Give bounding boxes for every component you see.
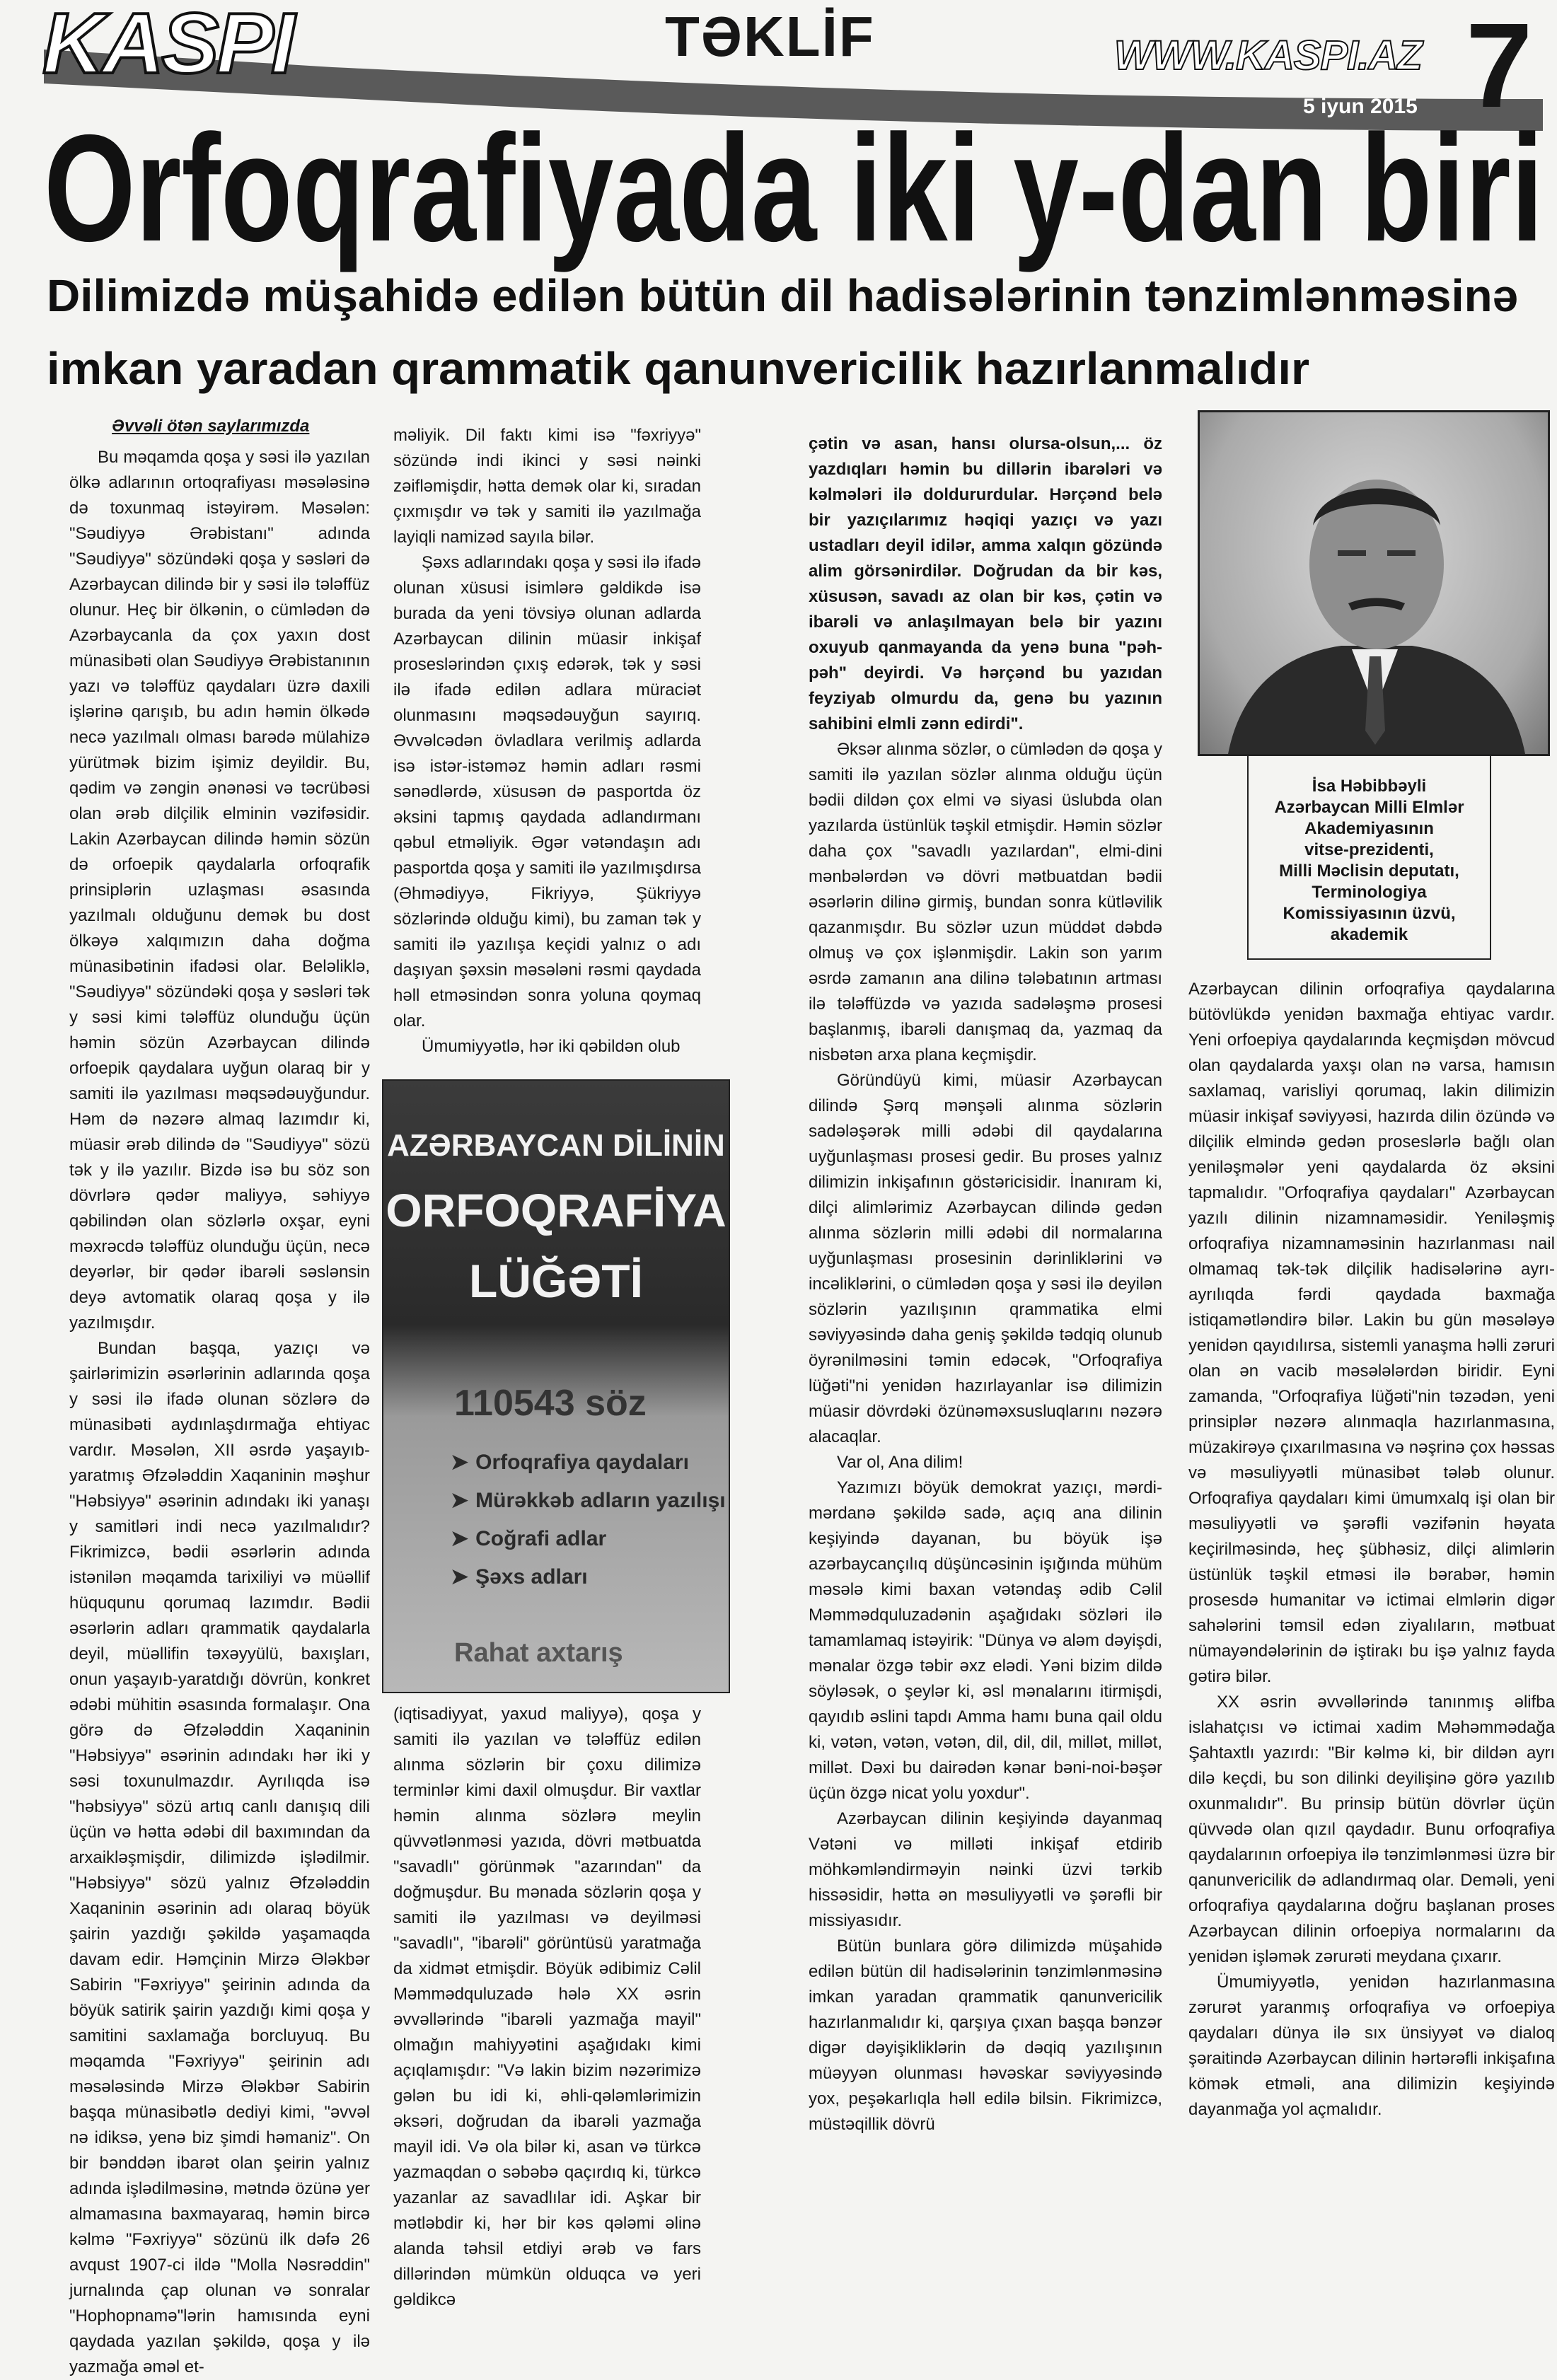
book-word-count: 110543 söz	[454, 1383, 647, 1424]
paragraph: Şəxs adlarındakı qoşa y səsi ilə ifadə olunan xüsusi isimlərə gəldikdə isə burada da yeni tövsiyə olunan adlarda Azərbaycan dilinin müasir inkişaf proseslərindən çıxış edərək, tək y səsi ilə ifadə edilən adlara müraciət olunmasını məqsədəuyğun sayırıq. Əvvəlcədən övladlara verilmiş adlarda isə istər-istəməz həmin adları rəsmi sənədlərdə, xüsusən də pasportda öz əksini tapmış qaydada adlandırmanı qəbul etməliyik. Əgər vətəndaşın adı pasportda qoşa y samiti ilə yazılmışdırsa (Əhmədiyyə, Fikriyyə, Şükriyyə sözlərində olduğu kimi), bu zaman tək y samiti ilə yazılışa keçidi yalnız o adı daşıyan şəxsin məsələni rəsmi qaydada həll etməsindən sonra yoluna qoymaq olar.	[393, 553, 701, 1031]
article-column-4	[1188, 410, 1555, 2123]
website-link[interactable]: WWW.KASPI.AZ	[1114, 33, 1422, 79]
paragraph: Bu məqamda qoşa y səsi ilə yazılan ölkə adlarının ortoqrafiyası məsələsinə də toxunmaq istəyirəm. Məsələn: "Səudiyyə Ərəbistanı" adında "Səudiyyə" sözündəki qoşa y səsləri də Azərbaycan dilində bir y səsi ilə tələffüz olunur. Heç bir ölkənin, o cümlədən də Azərbaycanla da çox yaxın dost münasibəti olan Səudiyyə Ərəbistanının yazı və tələffüz qaydaları üzrə daxili işlərinə qarışıb, bu adın həmin ölkədə necə yazılmalı olması barədə mülahizə yürütmək bizim işimiz deyildir. Bu, qədim və zəngin ənənəsi və təcrübəsi olan ərəb dilçilik elminin vəzifəsidir. Lakin Azərbaycan dilində həmin sözün də orfoepik qaydalarla orfoqrafik prinsiplərin uzlaşması əsasında yazılmalı olduğunu demək bu dost ölkəyə xalqımızın daha doğma münasibətinin ifadəsi olar. Beləliklə, "Səudiyyə" sözündəki qoşa y səsləri tək y səsi kimi tələffüz olunduğu üçün həmin sözün Azərbaycan dilində orfoepik qaydalara uyğun olaraq bir y samiti ilə yazılması məqsədəuyğundur. Həm də nəzərə almaq lazımdır ki, müasir ərəb dilində də "Səudiyyə" sözü tək y ilə yazılır. Bizdə isə bu söz son dövrlərə qədər maliyyə, səhiyyə qəbilindən olan sözlərlə oxşar, eyni məxrəcdə tələffüz olunduğu üçün, necə deyərlər, bir qədər ibarəli səslənsin deyə avtomatik olaraq qoşa y ilə yazılmışdır.	[69, 448, 370, 1333]
paragraph: XX əsrin əvvəllərində tanınmış əlifba islahatçısı və ictimai xadim Məhəmmədağa Şahtaxtlı yazırdı: "Bir kəlmə ki, bir dildən ayrı dilə keçdi, bu son dilinki deyilişinə görə yazılıb oxunmalıdır". Bu prinsip bütün dövrlər üçün qüvvədə olan qızıl qaydadır. Bunu orfoqrafiya qaydalarının orfoepiya ilə tənzimlənməsi üzrə bir qanunvericilik də adlandırmaq olar. Deməli, yeni orfoqrafiya qaydalarına doğru başlanan proses Azərbaycan dilinin orfoepiya normalarını da yenidən işləmək zərurəti meydana çıxarır.	[1188, 1693, 1555, 1966]
book-feature	[451, 1563, 726, 1591]
paragraph: Azərbaycan dilinin orfoqrafiya qaydalarına bütövlükdə yenidən baxmağa ehtiyac vardır. Yeni orfoepiya qaydalarında keçmişdən mövcud olan qaydalarda yaxşı olan nə varsa, hamısın saxlamaq, varisliyi qorumaq, lakin dilimizin müasir inkişaf səviyyəsi, hazırda dilin özündə və dilçilik elmində gedən proseslərlə bağlı olan yeniləşmələr yeni qaydalarda öz əksini tapmalıdır. "Orfoqrafiya qaydaları" Azərbaycan yazılı dilinin nizamnaməsidir. Yeniləşmiş orfoqrafiya nizamnaməsinin hazırlanması nail olmamaq tək-tək dilçilik hadisələrinə ayrı-ayrılıqda fərdi qaydada baxmağa istiqamətləndirə bilər. Lakin bu gün məsələyə yenidən qayıdılırsa, sistemli yanaşma həlli zəruri olan ən vacib məsələlərdən biridir. Eyni zamanda, "Orfoqrafiya lüğəti"nin təzədən, yeni prinsiplər nəzərə alınmaqla hazırlanmasına, müzakirəyə çıxarılmasına və nəşrinə çox həssas və məsuliyyətli münasibət tələb olunur. Orfoqrafiya qaydaları kimi ümumxalq işi olan bir məsuliyyətli və şərəfli vəzifənin həyata keçirilməsində, heç şübhəsiz, dilçi alimlərin üstünlük təşkil etməsi ilə bərabər, həmin prosesdə humanitar və ictimai elmlərin digər sahələrini təmsil edən ziyalıların, mətbuat nümayəndələrinin də iştirakı bu işə yalnız fayda gətirə bilər.	[1188, 980, 1555, 1686]
book-feature-list	[451, 1449, 726, 1601]
page-number: 7	[1466, 0, 1533, 133]
book-title-line-3: LÜĞƏTİ	[469, 1255, 643, 1307]
author-title-line: Akademiyasının	[1304, 819, 1434, 838]
feature-label: Mürəkkəb adların yazılışı	[475, 1489, 726, 1512]
author-title-line: Komissiyasının üzvü,	[1283, 904, 1456, 923]
author-title-line: Terminologiya	[1312, 883, 1427, 902]
author-title-line: vitse-prezidenti,	[1304, 840, 1434, 859]
author-name: İsa Həbibbəyli	[1312, 777, 1427, 796]
author-title-line: akademik	[1330, 925, 1408, 944]
arrow-icon: ➤	[451, 1527, 469, 1550]
book-feature	[451, 1449, 726, 1477]
paragraph: Var ol, Ana dilim!	[837, 1453, 963, 1472]
arrow-icon: ➤	[451, 1489, 469, 1512]
headline: Orfoqrafiyada iki y-dan biri	[44, 106, 1544, 273]
arrow-icon: ➤	[451, 1565, 469, 1589]
feature-label: Orfoqrafiya qaydaları	[475, 1451, 689, 1474]
headline-block	[0, 106, 1557, 403]
paragraph: Ümumiyyətlə, yenidən hazırlanmasına zərurət yaranmış orfoqrafiya və orfoepiya qaydaları dünya ilə sıx ünsiyyət və dialoq şəraitində Azərbaycan dilinin hərtərəfli inkişafına kömək etməli, ana dilimizin keşiyində dayanmağa yol açmalıdır.	[1188, 1973, 1555, 2119]
paragraph: Ümumiyyətlə, hər iki qəbildən olub	[422, 1037, 681, 1056]
portrait-image	[1200, 412, 1548, 754]
book-feature	[451, 1487, 726, 1515]
author-title-line: Azərbaycan Milli Elmlər	[1274, 798, 1464, 817]
section-title: TƏKLİF	[665, 5, 875, 68]
paragraph: Yazımızı böyük demokrat yazıçı, mərdi-mərdanə şəkildə sadə, açıq ana dilinin keşiyində dayanan, bu böyük işə azərbaycançılıq düşüncəsinin işığında mühüm məsələ kimi baxan vətəndaş ədib Cəlil Məmmədquluzadənin aşağıdakı sözləri ilə tamamlamaq istəyirik: "Dünya və aləm dəyişdi, mənalar özgə təbir əxz elədi. Yəni bizim dildə söyləsək, o şeylər ki, əsl mənalarını itirmişdi, qayıdıb əslini tapdı Amma hamı buna qail oldu ki, vətən, vətən, vətən, dil, dil, dil, millət, millət, millət. Dəxi bu dairədən kənar bəni-noi-bəşər üçün özgə nicat yolu yoxdur".	[809, 1478, 1162, 1803]
feature-label: Şəxs adları	[475, 1565, 588, 1589]
author-photo	[1198, 410, 1550, 756]
kaspi-logo[interactable]: KASPI	[42, 0, 292, 91]
arrow-icon: ➤	[451, 1451, 469, 1474]
paragraph: Bundan başqa, yazıçı və şairlərimizin əsərlərinin adlarında qoşa y səsi ilə ifadə olunan sözlərə də münasibəti aydınlaşdırmağa ehtiyac vardır. Məsələn, XII əsrdə yaşayıb-yaratmış Əfzələddin Xaqaninin məşhur "Həbsiyyə" əsərinin adındakı iki yanaşı y samitləri indi necə yazılmalıdır? Fikrimizcə, bədii əsərlərin adında istənilən məqamda tarixiliyi və müəllif hüququnu qorumaq lazımdır. Bədii əsərlərin adları qrammatik qaydalarla deyil, müəllifin təxəyyülü, baxışları, onun yaşayıb-yaratdığı dövrün, konkret ədəbi mühitin əsasında formalaşır. Ona görə də Əfzələddin Xaqaninin "Həbsiyyə" əsərinin adındakı hər iki y səsi toxunulmazdır. Ayrılıqda isə "həbsiyyə" sözü artıq canlı danışıq dili üçün və hətta ədəbi dil baxımından da arxaikləşmişdir, dilimizdə işlədilmir. "Həbsiyyə" sözü yalnız Əfzələddin Xaqaninin əsərinin adı olaraq böyük şairin yazdığı şəkildə yaşamaqda davam edir. Həmçinin Mirzə Ələkbər Sabirin "Fəxriyyə" şeirinin adında da böyük satirik şairin yazdığı kimi qoşa y samitini saxlamağa borcluyuq. Bu məqamda "Fəxriyyə" şeirinin adı məsələsində Mirzə Ələkbər Sabirin başqa münasibətlə dediyi kimi, "əvvəl nə idiksə, yenə biz şimdi həmaniz". On bir bənddən ibarət olan şeirin yalnız adında işlədilməsinə, mətndə özünə yer almamasına baxmayaraq, həmin bircə kəlmə "Fəxriyyə" sözünü ilk dəfə 26 avqust 1907-ci ildə "Molla Nəsrəddin" jurnalında çap olunan və sonralar "Hophopnamə"lərin hamısında eyni qaydada yazılan şəkildə, qoşa y ilə yazmağa əməl et-	[69, 1339, 370, 2376]
book-feature	[451, 1525, 726, 1553]
paragraph: Bütün bunlara görə dilimizdə müşahidə edilən bütün dil hadisələrinin tənzimlənməsinə imkan yaradan qrammatik qanunvericilik hazırlanmalıdır ki, qarşıya çıxan başqa bənzər digər dəyişikliklərin də dəqiq yazılışının müəyyən olunması həvəskar səviyyəsində yox, peşəkarlıqla həll edilə bilsin. Fikrimizcə, müstəqillik dövrü	[809, 1937, 1162, 2134]
book-footer-text: Rahat axtarış	[454, 1638, 623, 1668]
dictionary-book-ad	[382, 1079, 730, 1693]
issue-date: 5 iyun 2015	[1303, 95, 1418, 118]
article-column-3	[809, 431, 1162, 2137]
paragraph: (iqtisadiyyat, yaxud maliyyə), qoşa y samiti ilə yazılan və tələffüz edilən alınma sözlərin bir çoxu dilimizə terminlər kimi daxil olmuşdur. Bir vaxtlar həmin alınma sözlərə meylin qüvvətlənməsi yazıda, dövri mətbuatda "savadlı" görünmək "azarından" da doğmuşdur. Bu mənada sözlərin qoşa y samiti ilə yazılması və deyilməsi "savadlı", "ibarəli" görüntüsü yaratmağa da xidmət etmişdir. Böyük ədibimiz Cəlil Məmmədquluzadə hələ XX əsrin əvvəllərində "ibarəli yazmağa mayil" olmağın mahiyyətini aşağıdakı kimi açıqlamışdır: "Və lakin bizim nəzərimizə gələn bu idi ki, əhli-qələmlərimizin əksəri, doğrudan da ibarəli yazmağa mayil idi. Və ola bilər ki, asan və türkcə yazmaqdan o səbəbə qaçırdıq ki, türkcə yazanlar az savadlılar idi. Aşkar bir mətləbdir ki, hər bir kəs qələmi əlinə alanda təhsil etdiyi ərəb və fars dillərindən mümkün olduqca və yeri gəldikcə	[393, 1705, 701, 2309]
paragraph: çətin və asan, hansı olursa-olsun,... öz yazdıqları həmin bu dillərin ibarələri və kəlmələri ilə doldururdular. Hərçənd belə bir yazıçılarımız həqiqi yazıçı və yazı ustadları deyil idilər, amma xalqın gözündə alim görsənirdilər. Doğrudan da bir kəs, xüsusən, savadı az olan bir kəs, çətin və ibarəli və anlaşılmayan belə bir yazını oxuyub qanmayanda da yenə buna "pəh-pəh" deyirdi. Və hərçənd bu yazıdan feyziyab olmurdu da, genə bu yazının sahibini elmli zənn edirdi".	[809, 434, 1162, 733]
author-caption	[1247, 756, 1491, 960]
paragraph: Əksər alınma sözlər, o cümlədən də qoşa y samiti ilə yazılan sözlər alınma olduğu üçün bədii dildən çox elmi və siyasi üslubda olan yazılarda üstünlük təşkil etmişdir. Həmin sözlər daha çox "savadlı yazılardan", elmi-dini mənbələrdən və dövri mətbuatdan bədii əsərlərin dilinə girmiş, bundan sonra kütləvilik qazanmışdır. Bu sözlər uzun müddət dəbdə olmuş və çox işlənmişdir. Lakin son yarım əsrdə zamanın ana dilinə tələbatının artması ilə tələffüzdə və yazıda sadələşmə prosesi başlanmış, ibarəli danışmaq da, yazmaq da nisbətən arxa plana keçmişdir.	[809, 740, 1162, 1064]
subheadline-line-1: Dilimizdə müşahidə edilən bütün dil hadisələrinin tənzimlənməsinə	[47, 270, 1518, 321]
subheadline-line-2: imkan yaradan qrammatik qanunvericilik hazırlanmalıdır	[47, 343, 1309, 394]
paragraph: məliyik. Dil faktı kimi isə "fəxriyyə" sözündə indi ikinci y səsi nəinki zəifləmişdir, hətta demək olar ki, sıradan çıxmışdır və tək y samiti ilə yazılmağa layiqli namizəd sayıla bilər.	[393, 426, 701, 547]
paragraph: Azərbaycan dilinin keşiyində dayanmaq Vətəni və milləti inkişaf etdirib möhkəmləndirməyin nəinki üzvi tərkib hissəsidir, hətta ən məsuliyyətli və şərəfli bir missiyasıdır.	[809, 1809, 1162, 1930]
feature-label: Coğrafi adlar	[475, 1527, 607, 1550]
book-title-line-2: ORFOQRAFİYA	[386, 1184, 727, 1236]
article-column-1	[69, 414, 370, 2380]
paragraph: Göründüyü kimi, müasir Azərbaycan dilində Şərq mənşəli alınma sözlərin sadələşərək milli ədəbi dil qaydalarına uyğunlaşması prosesi gedir. Bu proses yalnız dilimizin inkişafının göstəricisidir. İnanıram ki, dilçi alimlərimiz Azərbaycan dilində gedən alınma sözlərin milli ədəbi dil normalarına uyğunlaşması prosesinin dərinliklərini və incəliklərini, o cümlədən qoşa y səsi ilə deyilən sözlərin yazılışının qrammatika elmi səviyyəsində daha geniş şəkildə tədqiq olunub öyrənilməsini təmin edəcək, "Orfoqrafiya lüğəti"ni yenidən hazırlayanlar isə dilimizin müasir dövrdəki özünəməxsusluqlarını nəzərə alacaqlar.	[809, 1071, 1162, 1446]
book-title-line-1: AZƏRBAYCAN DİLİNİN	[387, 1128, 725, 1163]
article-column-2	[386, 423, 727, 2313]
author-title-line: Milli Məclisin deputatı,	[1279, 861, 1459, 881]
kicker: Əvvəli ötən saylarımızda	[112, 417, 310, 436]
